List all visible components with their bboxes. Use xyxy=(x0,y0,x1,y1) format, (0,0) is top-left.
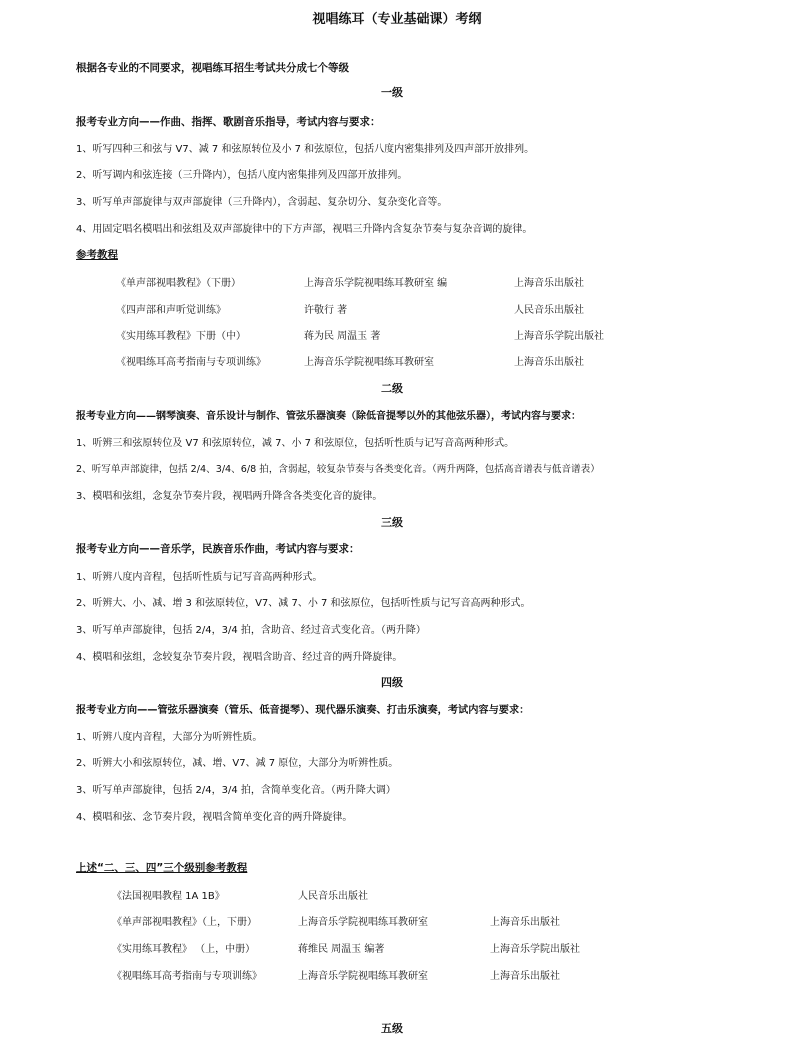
level-1-item: 4、用固定唱名模唱出和弦组及双声部旋律中的下方声部，视唱三升降内含复杂节奏与复杂音调的旋律。 xyxy=(76,224,533,235)
level-1-item: 2、听写调内和弦连接（三升降内），包括八度内密集排列及四部开放排列。 xyxy=(76,170,408,181)
level-4-item: 2、听辨大小和弦原转位，减、增、V7、减 7 原位，大部分为听辨性质。 xyxy=(76,758,399,769)
reference-book-title: 《视唱练耳高考指南与专项训练》 xyxy=(112,971,262,982)
level-2-item: 2、听写单声部旋律，包括 2/4、3/4、6/8 拍，含弱起，较复杂节奏与各类变化音。（两升两降，包括高音谱表与低音谱表） xyxy=(76,464,600,475)
reference-book-publisher: 上海音乐学院出版社 xyxy=(490,944,580,955)
level-3-item: 1、听辨八度内音程，包括听性质与记写音高两种形式。 xyxy=(76,572,323,583)
reference-book-title: 《单声部视唱教程》（下册） xyxy=(116,278,241,289)
reference-book-author: 蒋为民 周温玉 著 xyxy=(304,331,381,342)
level-2-direction: 报考专业方向——钢琴演奏、音乐设计与制作、管弦乐器演奏（除低音提琴以外的其他弦乐器），考试内容与要求： xyxy=(76,411,581,422)
reference-book-author: 蒋维民 周温玉 编著 xyxy=(298,944,385,955)
level-1-heading: 一级 xyxy=(381,86,403,99)
reference-book-title: 《实用练耳教程》下册（中） xyxy=(116,331,246,342)
levels-2-4-reference-heading: 上述“二、三、四”三个级别参考教程 xyxy=(76,862,248,874)
level-4-direction: 报考专业方向——管弦乐器演奏（管乐、低音提琴）、现代器乐演奏、打击乐演奏，考试内容与要求： xyxy=(76,705,530,716)
reference-book-title: 《单声部视唱教程》（上，下册） xyxy=(112,917,257,928)
reference-book-title: 《视唱练耳高考指南与专项训练》 xyxy=(116,357,266,368)
level-5-heading: 五级 xyxy=(381,1022,403,1035)
level-3-item: 3、听写单声部旋律，包括 2/4，3/4 拍，含助音、经过音式变化音。（两升降） xyxy=(76,625,426,636)
level-2-item: 3、模唱和弦组，念复杂节奏片段，视唱两升降含各类变化音的旋律。 xyxy=(76,491,383,502)
level-3-direction: 报考专业方向——音乐学，民族音乐作曲，考试内容与要求： xyxy=(76,543,360,555)
level-2-item: 1、听辨三和弦原转位及 V7 和弦原转位，减 7、小 7 和弦原位，包括听性质与记写音高两种形式。 xyxy=(76,438,515,449)
level-1-reference-heading: 参考教程 xyxy=(76,249,118,261)
reference-book-title: 《法国视唱教程 1A 1B》 xyxy=(112,891,225,902)
reference-book-author: 上海音乐学院视唱练耳教研室 xyxy=(304,357,434,368)
reference-book-publisher: 上海音乐学院出版社 xyxy=(514,331,604,342)
level-4-item: 4、模唱和弦、念节奏片段，视唱含简单变化音的两升降旋律。 xyxy=(76,812,353,823)
reference-book-publisher: 上海音乐出版社 xyxy=(514,357,584,368)
reference-book-author: 上海音乐学院视唱练耳教研室 xyxy=(298,917,428,928)
reference-book-author: 人民音乐出版社 xyxy=(298,891,368,902)
reference-book-publisher: 上海音乐出版社 xyxy=(490,971,560,982)
level-1-direction: 报考专业方向——作曲、指挥、歌剧音乐指导，考试内容与要求： xyxy=(76,116,381,128)
reference-book-author: 上海音乐学院视唱练耳教研室 编 xyxy=(304,278,448,289)
reference-book-publisher: 上海音乐出版社 xyxy=(514,278,584,289)
level-1-item: 1、听写四种三和弦与 V7、减 7 和弦原转位及小 7 和弦原位，包括八度内密集排列及四声部开放排列。 xyxy=(76,144,535,155)
reference-book-publisher: 上海音乐出版社 xyxy=(490,917,560,928)
level-4-heading: 四级 xyxy=(381,676,403,689)
reference-book-title: 《四声部和声听觉训练》 xyxy=(116,305,226,316)
level-4-item: 1、听辨八度内音程，大部分为听辨性质。 xyxy=(76,732,263,743)
level-4-item: 3、听写单声部旋律，包括 2/4，3/4 拍，含简单变化音。（两升降大调） xyxy=(76,785,396,796)
level-1-item: 3、听写单声部旋律与双声部旋律（三升降内），含弱起、复杂切分、复杂变化音等。 xyxy=(76,197,448,208)
reference-book-author: 上海音乐学院视唱练耳教研室 xyxy=(298,971,428,982)
level-2-heading: 二级 xyxy=(381,382,403,395)
reference-book-publisher: 人民音乐出版社 xyxy=(514,305,584,316)
level-3-item: 2、听辨大、小、减、增 3 和弦原转位，V7、减 7、小 7 和弦原位，包括听性质与记写音高两种形式。 xyxy=(76,598,531,609)
level-3-item: 4、模唱和弦组，念较复杂节奏片段，视唱含助音、经过音的两升降旋律。 xyxy=(76,652,403,663)
level-3-heading: 三级 xyxy=(381,516,403,529)
intro-text: 根据各专业的不同要求，视唱练耳招生考试共分成七个等级 xyxy=(76,62,349,74)
page-title: 视唱练耳（专业基础课）考纲 xyxy=(312,12,482,27)
reference-book-title: 《实用练耳教程》 （上，中册） xyxy=(112,944,256,955)
reference-book-author: 许敬行 著 xyxy=(304,305,348,316)
